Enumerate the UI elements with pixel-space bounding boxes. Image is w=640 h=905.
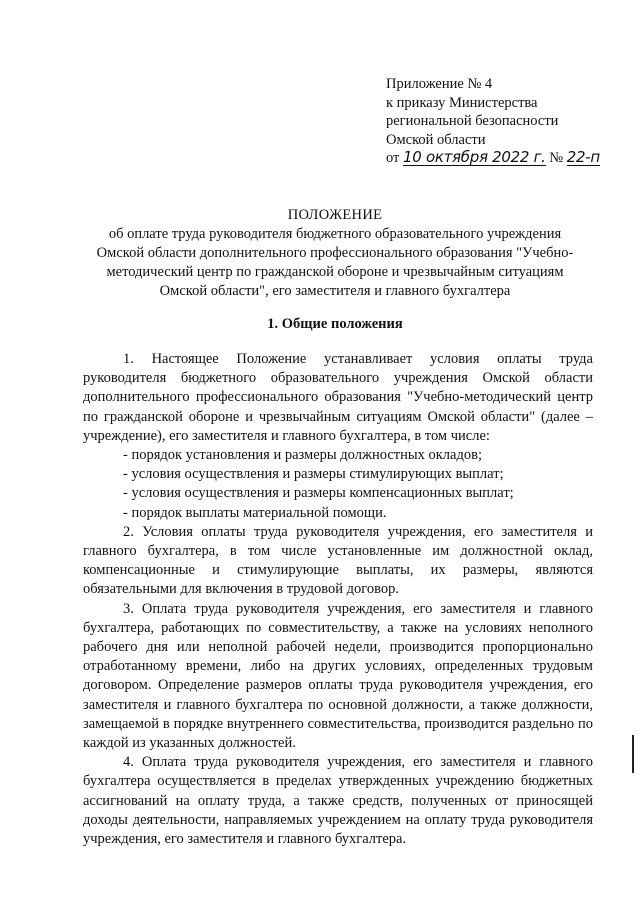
appendix-order-ref: к приказу Министерства [386, 94, 538, 111]
handwritten-date: 10 октября 2022 г. [403, 148, 546, 166]
scan-margin-mark [632, 735, 634, 773]
number-prefix: № [549, 150, 564, 166]
paragraph-1: 1. Настоящее Положение устанавливает условия оплаты труда руководителя бюджетного образовательного учреждения Омской области дополнительного профессионального образования "Учебно-методический центр по гражданской обороне и чрезвычайным ситуациям Омской области" (далее – учреждение), его заместителя и главного бухгалтера, в том числе: [83, 351, 593, 444]
appendix-region: Омской области [386, 131, 486, 148]
paragraph-4: 4. Оплата труда руководителя учреждения, его заместителя и главного бухгалтера осуществляется в пределах утвержденных учреждению бюджетных ассигнований на оплату труда, а также средств, полученных от приносящей доходы деятельности, направляемых учреждением на оплату труда руководителя учреждения, его заместителя и главного бухгалтера. [83, 754, 593, 848]
appendix-number: Приложение № 4 [386, 76, 493, 92]
date-prefix: от [386, 150, 400, 166]
document-title-block [60, 206, 610, 301]
title-line-2: Омской области дополнительного профессионального образования "Учебно- [96, 245, 574, 261]
conditions-list [83, 446, 593, 523]
title-line-1: об оплате труда руководителя бюджетного образовательного учреждения [108, 226, 562, 242]
title-line-4: Омской области", его заместителя и главного бухгалтера [159, 283, 511, 299]
list-item: - условия осуществления и размеры стимулирующих выплат; [123, 466, 504, 483]
paragraph-2: 2. Условия оплаты труда руководителя учреждения, его заместителя и главного бухгалтера, в том числе установленные им должностной оклад, компенсационные и стимулирующие выплаты, их размеры, являются обязательными для включения в трудовой договор. [83, 523, 593, 598]
paragraph-3: 3. Оплата труда руководителя учреждения, его заместителя и главного бухгалтера, работающих по совместительству, а также на условиях неполного рабочего дня или неполной рабочей недели, производится пропорционально отработанному времени, либо на других условиях, определенных трудовым договором. Определение размеров оплаты труда руководителя учреждения, его заместителя и главного бухгалтера по основной должности, а также должности, замещаемой в порядке внутреннего совместительства, производится раздельно по каждой из указанных должностей. [83, 600, 593, 752]
title-line-3: методический центр по гражданской обороне и чрезвычайным ситуациям [106, 264, 564, 280]
list-item: - порядок установления и размеры должностных окладов; [123, 447, 482, 464]
document-title: ПОЛОЖЕНИЕ [287, 207, 383, 223]
list-item: - порядок выплаты материальной помощи. [123, 504, 387, 521]
appendix-header [386, 75, 600, 168]
handwritten-number: 22-п [566, 148, 600, 166]
section-body [83, 350, 593, 849]
appendix-ministry: региональной безопасности [386, 113, 559, 129]
list-item: - условия осуществления и размеры компенсационных выплат; [123, 485, 514, 502]
section-heading: 1. Общие положения [267, 316, 403, 332]
appendix-date-line [386, 149, 600, 168]
